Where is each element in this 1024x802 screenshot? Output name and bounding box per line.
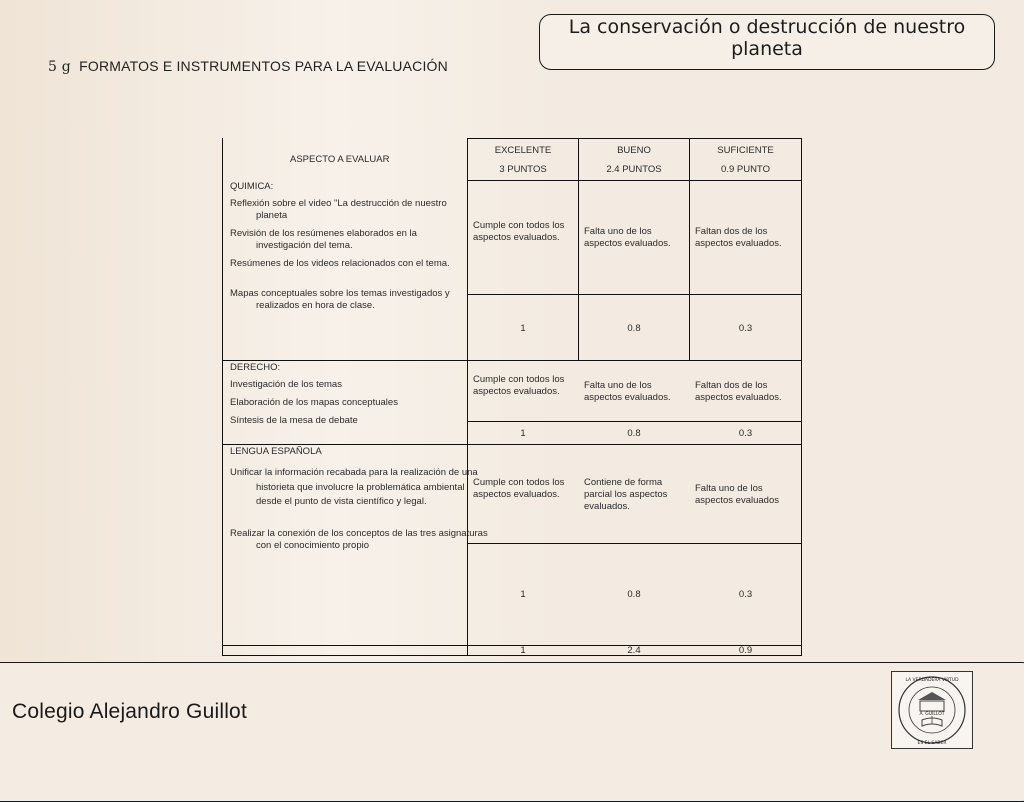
- aspect-item: Síntesis de la mesa de debate: [230, 415, 358, 426]
- aspect-item: Revisión de los resúmenes elaborados en la investigación del tema.: [230, 228, 417, 251]
- level-label-excelente: EXCELENTE: [494, 145, 552, 156]
- criteria-bueno: Falta uno de los aspectos evaluados.: [584, 226, 671, 249]
- criteria-suficiente: Faltan dos de los aspectos evaluados.: [695, 226, 782, 249]
- score-bueno: 0.8: [627, 589, 641, 600]
- row-divider: [467, 294, 802, 295]
- score-bueno: 0.8: [627, 323, 641, 334]
- score-excelente: 1: [520, 589, 526, 600]
- level-points-excelente: 3 PUNTOS: [499, 164, 547, 175]
- score-suficiente: 0.3: [738, 589, 753, 600]
- criteria-bueno: Falta uno de los aspectos evaluados.: [584, 380, 671, 403]
- row-divider: [467, 421, 802, 422]
- svg-text:LA VERDADERA VIRTUD: LA VERDADERA VIRTUD: [905, 678, 959, 683]
- level-points-bueno: 2.4 PUNTOS: [606, 164, 662, 175]
- section-subtitle: [48, 58, 448, 75]
- level-label-bueno: BUENO: [617, 145, 651, 156]
- aspect-item: Resúmenes de los videos relacionados con el tema.: [230, 258, 450, 269]
- criteria-excelente: Cumple con todos los aspectos evaluados.: [473, 477, 565, 500]
- aspect-item: Elaboración de los mapas conceptuales: [230, 397, 398, 408]
- total-excelente: 1: [520, 645, 526, 656]
- svg-text:ES EL SABER: ES EL SABER: [917, 741, 947, 746]
- aspect-item: Mapas conceptuales sobre los temas investigados y realizados en hora de clase.: [230, 288, 450, 311]
- aspect-item: Investigación de los temas: [230, 379, 342, 390]
- footer-frame: [0, 662, 1024, 802]
- level-points-suficiente: 0.9 PUNTO: [721, 164, 770, 175]
- aspect-item: Realizar la conexión de los conceptos de las tres asignaturas con el conocimiento propio: [230, 528, 488, 551]
- score-suficiente: 0.3: [738, 323, 753, 334]
- svg-text:A. GUILLOT: A. GUILLOT: [919, 712, 945, 717]
- table-top-border: [467, 138, 802, 139]
- subtitle-text: FORMATOS E INSTRUMENTOS PARA LA EVALUACIÓN: [79, 58, 448, 74]
- criteria-suficiente: Falta uno de los aspectos evaluados: [695, 483, 779, 506]
- section-divider: [222, 444, 802, 445]
- school-seal-icon: [892, 672, 972, 748]
- section-name-lengua-espanola: LENGUA ESPAÑOLA: [230, 446, 322, 457]
- total-suficiente: 0.9: [738, 645, 753, 656]
- level-label-suficiente: SUFICIENTE: [717, 145, 774, 156]
- row-divider: [467, 543, 802, 544]
- aspect-item: Unificar la información recabada para la realización de una historieta que involucre la problemática ambiental desde el punto de vista científico y legal.: [230, 467, 478, 507]
- section-name-quimica: QUIMICA:: [230, 181, 274, 192]
- school-name: Colegio Alejandro Guillot: [12, 700, 247, 723]
- section-divider: [222, 360, 802, 361]
- criteria-suficiente: Faltan dos de los aspectos evaluados.: [695, 380, 782, 403]
- table-border-right: [801, 138, 802, 655]
- aspect-item: Reflexión sobre el video "La destrucción de nuestro planeta: [230, 198, 447, 221]
- slide-title: La conservación o destrucción de nuestro planeta: [539, 14, 995, 70]
- score-bueno: 0.8: [627, 428, 641, 439]
- aspect-header: ASPECTO A EVALUAR: [290, 154, 390, 165]
- score-excelente: 1: [520, 323, 526, 334]
- criteria-excelente: Cumple con todos los aspectos evaluados.: [473, 220, 565, 243]
- score-excelente: 1: [520, 428, 526, 439]
- header-divider: [467, 180, 802, 181]
- school-logo: [891, 671, 973, 749]
- subtitle-number: 5 g: [48, 59, 71, 75]
- section-name-derecho: DERECHO:: [230, 362, 281, 373]
- table-border-left: [222, 138, 223, 655]
- criteria-excelente: Cumple con todos los aspectos evaluados.: [473, 374, 565, 397]
- criteria-bueno: Contiene de forma parcial los aspectos evaluados.: [584, 477, 668, 512]
- score-suficiente: 0.3: [738, 428, 753, 439]
- total-bueno: 2.4: [627, 645, 641, 656]
